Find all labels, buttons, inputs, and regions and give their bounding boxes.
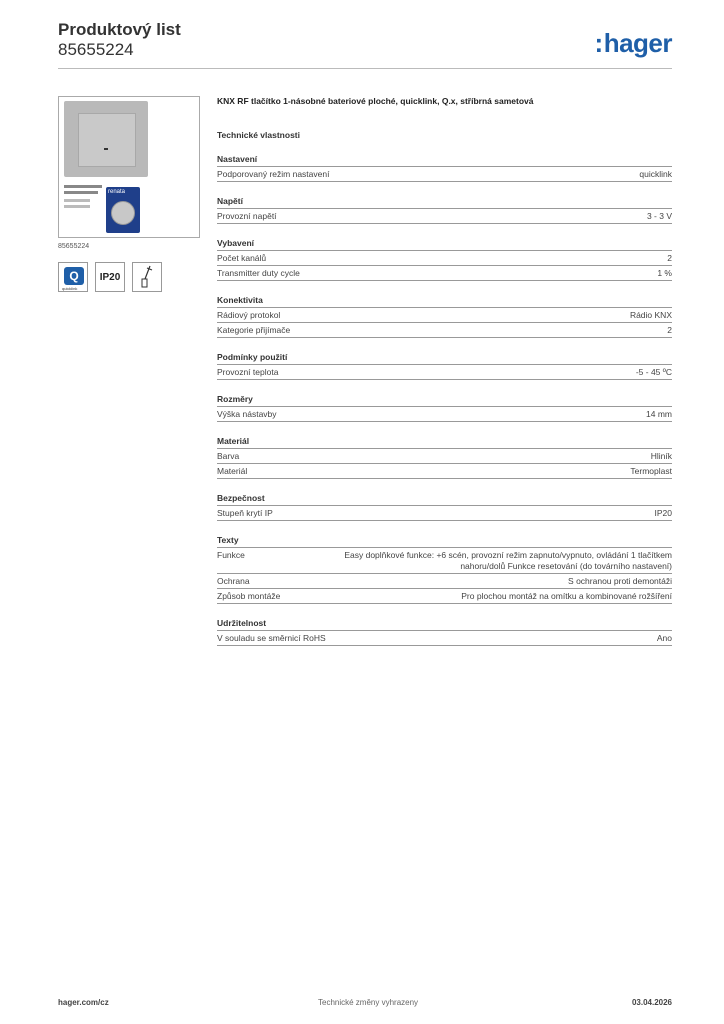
quicklink-icon: Q xyxy=(64,267,84,285)
spec-label: Kategorie přijímače xyxy=(217,325,291,335)
spec-row xyxy=(217,574,672,589)
spec-group-title: Podmínky použití xyxy=(217,352,672,365)
spec-group-title: Materiál xyxy=(217,436,672,449)
spec-value: 2 xyxy=(667,253,672,263)
spec-row xyxy=(217,407,672,422)
page-header xyxy=(58,20,672,68)
spec-value: 3 - 3 V xyxy=(646,211,672,221)
spec-label: Podporovaný režim nastavení xyxy=(217,169,330,179)
spec-group-title: Udržitelnost xyxy=(217,618,672,631)
spec-groups xyxy=(217,154,672,646)
logo-text: hager xyxy=(603,28,672,58)
spec-group-title: Konektivita xyxy=(217,295,672,308)
led-indicator xyxy=(104,148,108,150)
spec-value: -5 - 45 ºC xyxy=(635,367,672,377)
spec-row xyxy=(217,251,672,266)
product-name: KNX RF tlačítko 1-násobné bateriové ploché, quicklink, Q.x, stříbrná sametová xyxy=(217,96,534,106)
quicklink-badge xyxy=(58,262,88,292)
screwdriver-icon xyxy=(133,263,161,291)
spec-group-title: Napětí xyxy=(217,196,672,209)
product-image xyxy=(58,96,200,238)
screws-image xyxy=(64,183,104,211)
spec-row xyxy=(217,167,672,182)
footer-disclaimer: Technické změny vyhrazeny xyxy=(318,998,419,1007)
spec-value: Pro plochou montáž na omítku a kombinované rožšíření xyxy=(461,591,672,601)
spec-label: Způsob montáže xyxy=(217,591,281,601)
spec-row xyxy=(217,548,672,574)
spec-label: Provozní teplota xyxy=(217,367,279,377)
spec-group-title: Bezpečnost xyxy=(217,493,672,506)
product-number: 85655224 xyxy=(58,40,134,59)
spec-label: Provozní napětí xyxy=(217,211,277,221)
spec-label: Ochrana xyxy=(217,576,250,586)
spec-group-title: Rozměry xyxy=(217,394,672,407)
specifications xyxy=(217,96,672,646)
switch-plate-image xyxy=(64,101,148,177)
spec-row xyxy=(217,308,672,323)
spec-value: IP20 xyxy=(654,508,672,518)
spec-value: Ano xyxy=(656,633,672,643)
spec-label: Materiál xyxy=(217,466,248,476)
battery-image xyxy=(106,187,140,233)
spec-value: S ochranou proti demontáži xyxy=(568,576,672,586)
footer-website: hager.com/cz xyxy=(58,998,109,1007)
spec-group-title: Texty xyxy=(217,535,672,548)
spec-value: 14 mm xyxy=(646,409,672,419)
switch-rocker xyxy=(78,113,136,167)
spec-label: Počet kanálů xyxy=(217,253,267,263)
spec-label: Rádiový protokol xyxy=(217,310,281,320)
spec-value: Hliník xyxy=(650,451,672,461)
spec-group-title: Vybavení xyxy=(217,238,672,251)
spec-row xyxy=(217,323,672,338)
battery-brand: renata xyxy=(108,189,126,195)
spec-value: Easy doplňkové funkce: +6 scén, provozní režim zapnuto/vypnuto, ovládání 1 tlačítkem nahoru/dolů Funkce resetování (do továrního nastavení) xyxy=(344,550,672,571)
footer-date: 03.04.2026 xyxy=(631,998,672,1007)
hager-logo: :hager xyxy=(594,28,672,58)
spec-row xyxy=(217,464,672,479)
spec-label: Barva xyxy=(217,451,240,461)
battery-cell xyxy=(111,201,135,225)
spec-label: Stupeň krytí IP xyxy=(217,508,273,518)
image-caption: 85655224 xyxy=(58,243,90,250)
spec-group-title: Nastavení xyxy=(217,154,672,167)
spec-row xyxy=(217,209,672,224)
spec-row xyxy=(217,449,672,464)
spec-row xyxy=(217,506,672,521)
spec-value: 2 xyxy=(667,325,672,335)
spec-row xyxy=(217,365,672,380)
quicklink-caption: quicklink xyxy=(62,286,78,291)
spec-value: quicklink xyxy=(639,169,672,179)
spec-value: Rádio KNX xyxy=(629,310,672,320)
spec-label: Výška nástavby xyxy=(217,409,277,419)
document-title: Produktový list xyxy=(58,20,181,39)
header-divider xyxy=(58,68,672,69)
spec-label: V souladu se směrnicí RoHS xyxy=(217,633,326,643)
ip-rating-badge xyxy=(95,262,125,292)
spec-row xyxy=(217,266,672,281)
ip-rating-label: IP20 xyxy=(99,271,121,283)
screwdriver-badge xyxy=(132,262,162,292)
spec-label: Transmitter duty cycle xyxy=(217,268,300,278)
spec-row xyxy=(217,631,672,646)
spec-value: Termoplast xyxy=(630,466,672,476)
spec-heading: Technické vlastnosti xyxy=(217,130,300,140)
spec-row xyxy=(217,589,672,604)
spec-label: Funkce xyxy=(217,550,245,560)
spec-value: 1 % xyxy=(657,268,672,278)
